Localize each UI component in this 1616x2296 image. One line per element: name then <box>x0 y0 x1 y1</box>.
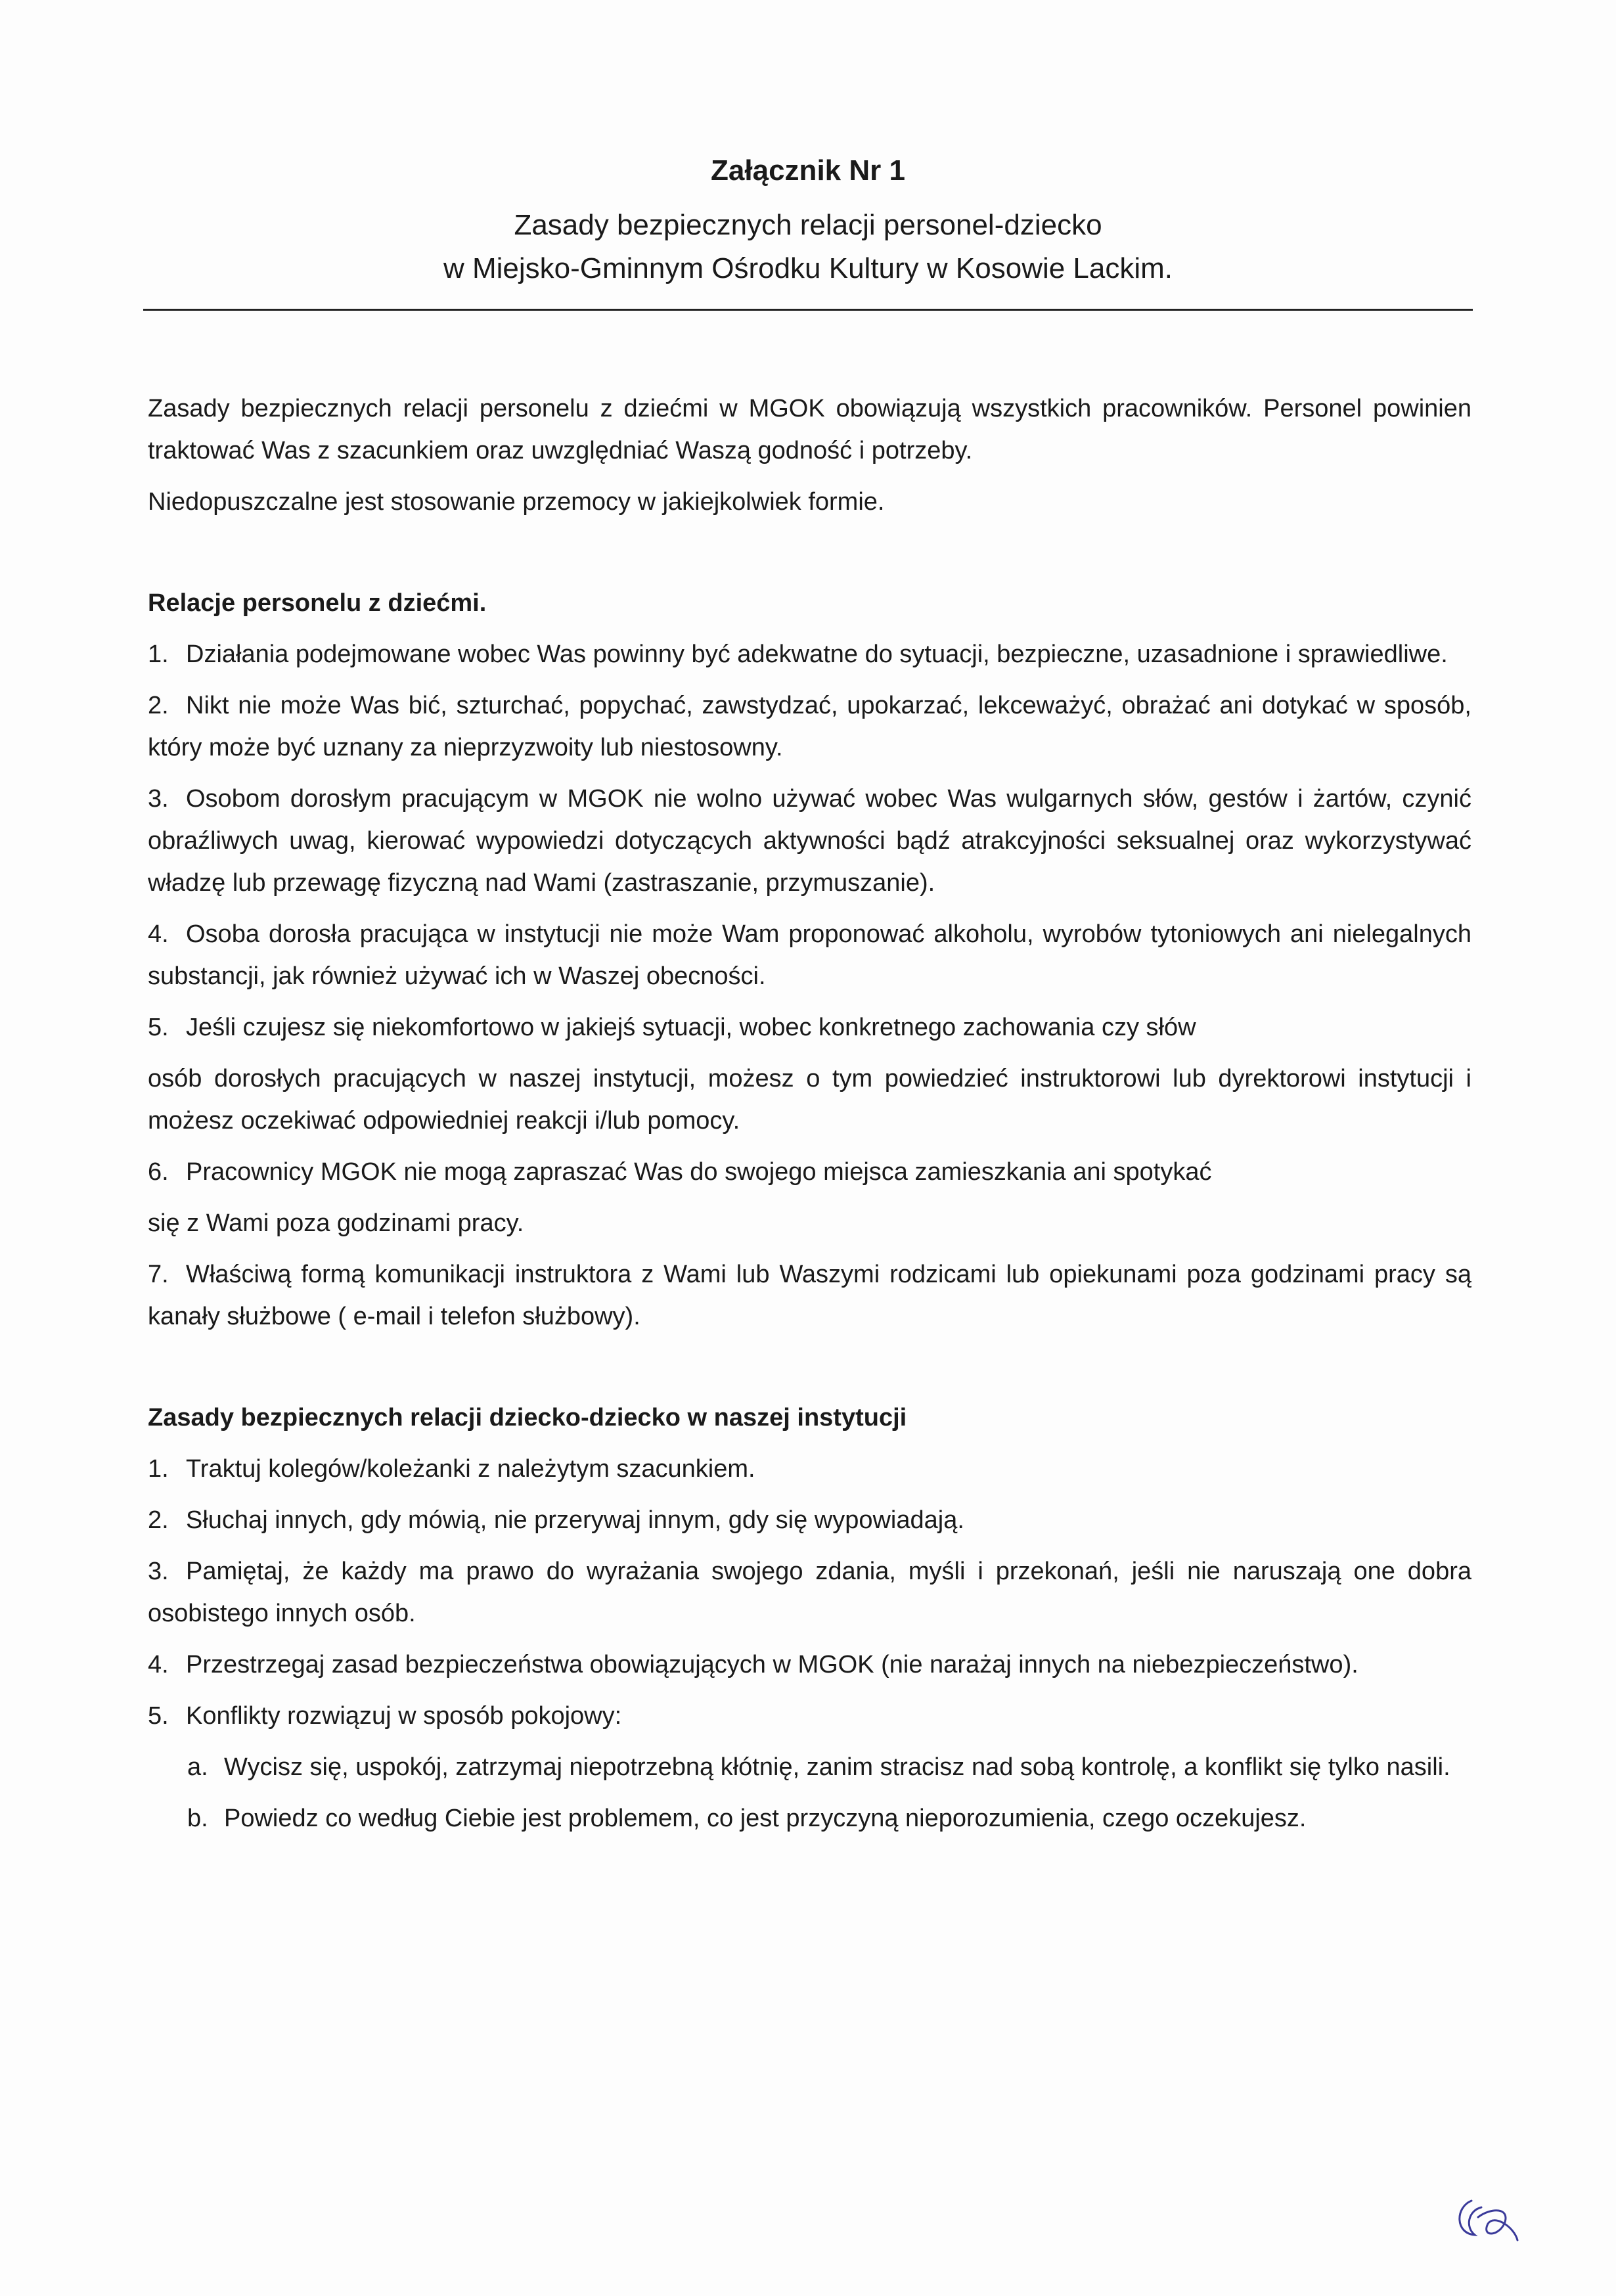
item-number: 4. <box>148 920 169 948</box>
item-text: Przestrzegaj zasad bezpieczeństwa obowiązujących w MGOK (nie narażaj innych na niebezpieczeństwo). <box>186 1651 1358 1678</box>
item-number: 2. <box>148 692 169 719</box>
intro-paragraph-1: Zasady bezpiecznych relacji personelu z dziećmi w MGOK obowiązują wszystkich pracowników. Personel powinien traktować Was z szacunkiem oraz uwzględniać Waszą godność i potrzeby. <box>148 395 1471 464</box>
section-2-sub-item-b <box>187 1797 1471 1839</box>
section-2-heading: Zasady bezpiecznych relacji dziecko-dziecko w naszej instytucji <box>148 1404 907 1431</box>
section-1-item-5-continuation: osób dorosłych pracujących w naszej instytucji, możesz o tym powiedzieć instruktorowi lub dyrektorowi instytucji i możesz oczekiwać odpowiedniej reakcji i/lub pomocy. <box>148 1065 1471 1135</box>
item-number: 5. <box>148 1702 169 1730</box>
subtitle-line-2: w Miejsko-Gminnym Ośrodku Kultury w Kosowie Lackim. <box>443 252 1173 284</box>
section-2-item-3 <box>148 1550 1471 1634</box>
item-number: 3. <box>148 1558 169 1585</box>
item-number: 7. <box>148 1261 169 1288</box>
header-divider <box>143 309 1473 311</box>
item-text: Jeśli czujesz się niekomfortowo w jakiejś sytuacji, wobec konkretnego zachowania czy słów <box>186 1014 1196 1041</box>
item-number: 4. <box>148 1651 169 1678</box>
document-title: Załącznik Nr 1 <box>711 154 905 187</box>
document-header <box>143 151 1473 290</box>
section-1-item-6 <box>148 1151 1471 1193</box>
section-2-item-2 <box>148 1499 1471 1541</box>
section-1-item-6-continuation: się z Wami poza godzinami pracy. <box>148 1209 524 1237</box>
sub-item-letter: a. <box>187 1753 208 1781</box>
item-number: 3. <box>148 785 169 813</box>
item-number: 6. <box>148 1158 169 1186</box>
item-text: Nikt nie może Was bić, szturchać, popychać, zawstydzać, upokarzać, lekceważyć, obrażać ani dotykać w sposób, który może być uznany za nieprzyzwoity lub niestosowny. <box>148 692 1471 761</box>
section-2-sub-item-a <box>187 1746 1471 1788</box>
document-subtitle <box>143 204 1473 290</box>
item-number: 1. <box>148 641 169 668</box>
document-body <box>148 388 1471 1849</box>
item-text: Właściwą formą komunikacji instruktora z Wami lub Waszymi rodzicami lub opiekunami poza godzinami pracy są kanały służbowe ( e-mail i telefon służbowy). <box>148 1261 1471 1330</box>
section-2-item-5 <box>148 1695 1471 1737</box>
item-text: Słuchaj innych, gdy mówią, nie przerywaj innym, gdy się wypowiadają. <box>186 1506 964 1534</box>
section-1-heading: Relacje personelu z dziećmi. <box>148 589 487 617</box>
item-number: 1. <box>148 1455 169 1483</box>
section-1-item-3 <box>148 778 1471 904</box>
subtitle-line-1: Zasady bezpiecznych relacji personel-dziecko <box>514 209 1102 241</box>
item-text: Osoba dorosła pracująca w instytucji nie może Wam proponować alkoholu, wyrobów tytoniowych ani nielegalnych substancji, jak również używać ich w Waszej obecności. <box>148 920 1471 990</box>
item-number: 2. <box>148 1506 169 1534</box>
item-text: Pracownicy MGOK nie mogą zapraszać Was do swojego miejsca zamieszkania ani spotykać <box>186 1158 1212 1186</box>
signature-initials <box>1452 2188 1524 2247</box>
intro-paragraph-2: Niedopuszczalne jest stosowanie przemocy w jakiejkolwiek formie. <box>148 488 885 516</box>
sub-item-text: Wycisz się, uspokój, zatrzymaj niepotrzebną kłótnię, zanim stracisz nad sobą kontrolę, a konflikt się tylko nasili. <box>224 1753 1450 1781</box>
sub-item-letter: b. <box>187 1805 208 1832</box>
item-text: Pamiętaj, że każdy ma prawo do wyrażania swojego zdania, myśli i przekonań, jeśli nie naruszają one dobra osobistego innych osób. <box>148 1558 1471 1627</box>
section-1-item-2 <box>148 685 1471 769</box>
item-text: Osobom dorosłym pracującym w MGOK nie wolno używać wobec Was wulgarnych słów, gestów i żartów, czynić obraźliwych uwag, kierować wypowiedzi dotyczących aktywności bądź atrakcyjności seksualnej oraz wykorzystywać władzę lub przewagę fizyczną nad Wami (zastraszanie, przymuszanie). <box>148 785 1471 897</box>
signature-stroke <box>1460 2201 1517 2240</box>
section-2-item-4 <box>148 1644 1471 1686</box>
section-2-item-1 <box>148 1448 1471 1490</box>
item-text: Traktuj kolegów/koleżanki z należytym szacunkiem. <box>186 1455 755 1483</box>
item-text: Działania podejmowane wobec Was powinny być adekwatne do sytuacji, bezpieczne, uzasadnione i sprawiedliwe. <box>186 641 1448 668</box>
item-number: 5. <box>148 1014 169 1041</box>
section-1-item-5 <box>148 1006 1471 1048</box>
item-text: Konflikty rozwiązuj w sposób pokojowy: <box>186 1702 622 1730</box>
section-1-item-7 <box>148 1253 1471 1338</box>
section-1-item-1 <box>148 633 1471 675</box>
section-1-item-4 <box>148 913 1471 997</box>
sub-item-text: Powiedz co według Ciebie jest problemem, co jest przyczyną nieporozumienia, czego oczekujesz. <box>224 1805 1307 1832</box>
